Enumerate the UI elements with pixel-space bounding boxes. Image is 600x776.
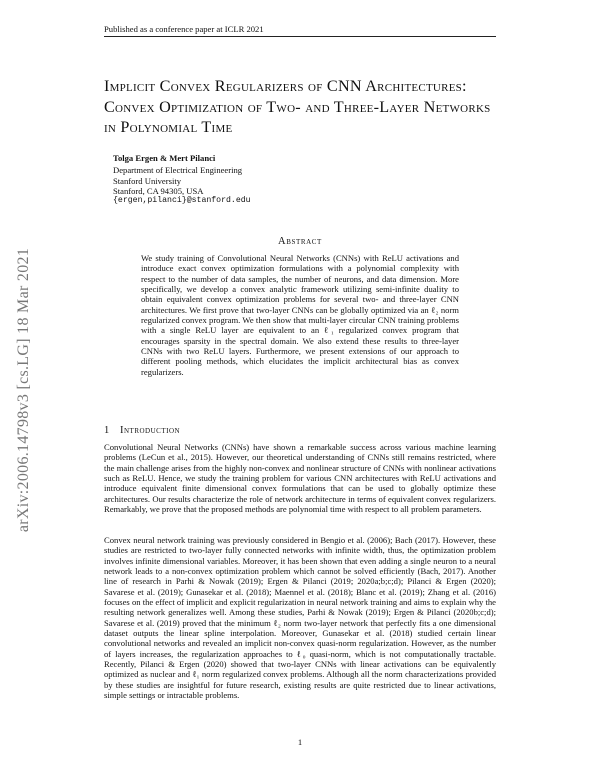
- section-number: 1: [104, 425, 110, 436]
- author-names: Tolga Ergen & Mert Pilanci: [113, 153, 216, 163]
- arxiv-stamp: [6, 190, 42, 590]
- abstract-heading: Abstract: [278, 236, 322, 247]
- arxiv-identifier[interactable]: arXiv:2006.14798v3 [cs.LG] 18 Mar 2021: [15, 247, 32, 533]
- author-department: Department of Electrical Engineering: [113, 165, 243, 176]
- intro-paragraph-2: Convex neural network training was previously considered in Bengio et al. (2006); Bach (2017). However, these studies are restricted to two-layer fully connected networks with infinite width, thus, the optimization problem involves infinite dimensional variables. Moreover, it has been shown that even adding a single neuron to a neural network leads to a non-convex optimization problem which cannot be solved efficiently (Bach, 2017). Another line of research in Parhi & Nowak (2019); Ergen & Pilanci (2019; 2020a;b;c;d); Pilanci & Ergen (2020); Savarese et al. (2019); Gunasekar et al. (2018); Maennel et al. (2018); Blanc et al. (2019); Zhang et al. (2016) focuses on the effect of implicit and explicit regularization in neural network training and aims to explain why the resulting network generalizes well. Among these studies, Parhi & Nowak (2019); Ergen & Pilanci (2020b;c;d); Savarese et al. (2019) proved that the minimum ℓ₂ norm two-layer network that perfectly fits a one dimensional dataset outputs the linear spline interpolation. Moreover, Gunasekar et al. (2018) studied certain linear convolutional networks and revealed an implicit non-convex quasi-norm regularization. However, as the number of layers increases, the regularization approaches to ℓ₀ quasi-norm, which is not computationally tractable. Recently, Pilanci & Ergen (2020) showed that two-layer CNNs with linear activations can be equivalently optimized as nuclear and ℓ₁ norm regularized convex problems. Although all the norm characterizations provided by these studies are insightful for future research, existing results are quite restricted due to linear activations, simple settings or intractable problems.: [104, 535, 496, 701]
- section-title: Introduction: [120, 425, 181, 436]
- author-address: Stanford, CA 94305, USA: [113, 185, 204, 196]
- page-number: 1: [297, 737, 303, 747]
- paper-title: Implicit Convex Regularizers of CNN Architectures: Convex Optimization of Two- and Three-Layer Networks in Polynomial Time: [104, 77, 491, 136]
- section-heading-introduction: [104, 425, 496, 436]
- abstract-text: We study training of Convolutional Neural Networks (CNNs) with ReLU activations and introduce exact convex optimization formulations with a polynomial complexity with respect to the number of data samples, the number of neurons, and data dimension. More specifically, we develop a convex analytic framework utilizing semi-infinite duality to obtain equivalent convex optimization problems for several two- and three-layer CNN architectures. We first prove that two-layer CNNs can be globally optimized via an ℓ₂ norm regularized convex program. We then show that multi-layer circular CNN training problems with a single ReLU layer are equivalent to an ℓ₁ regularized convex program that encourages sparsity in the spectral domain. We also extend these results to three-layer CNNs with two ReLU layers. Furthermore, we present extensions of our approach to different pooling methods, which elucidates the implicit architectural bias as convex regularizers.: [141, 253, 459, 377]
- author-university: Stanford University: [113, 175, 182, 186]
- author-block: [113, 153, 413, 206]
- intro-paragraph-1: Convolutional Neural Networks (CNNs) have shown a remarkable success across various machine learning problems (LeCun et al., 2015). However, our theoretical understanding of CNNs still remains restricted, where the main challenge arises from the highly non-convex and nonlinear structure of CNNs with nonlinear activations such as ReLU. Hence, we study the training problem for various CNN architectures with ReLU activations and introduce equivalent finite dimensional convex formulations that can be used to globally optimize these architectures. Our results characterize the role of network architecture in terms of equivalent convex regularizers. Remarkably, we prove that the proposed methods are polynomial time with respect to all problem parameters.: [104, 442, 496, 515]
- running-head: Published as a conference paper at ICLR 2021: [104, 24, 496, 37]
- author-email[interactable]: {ergen,pilanci}@stanford.edu: [113, 196, 251, 206]
